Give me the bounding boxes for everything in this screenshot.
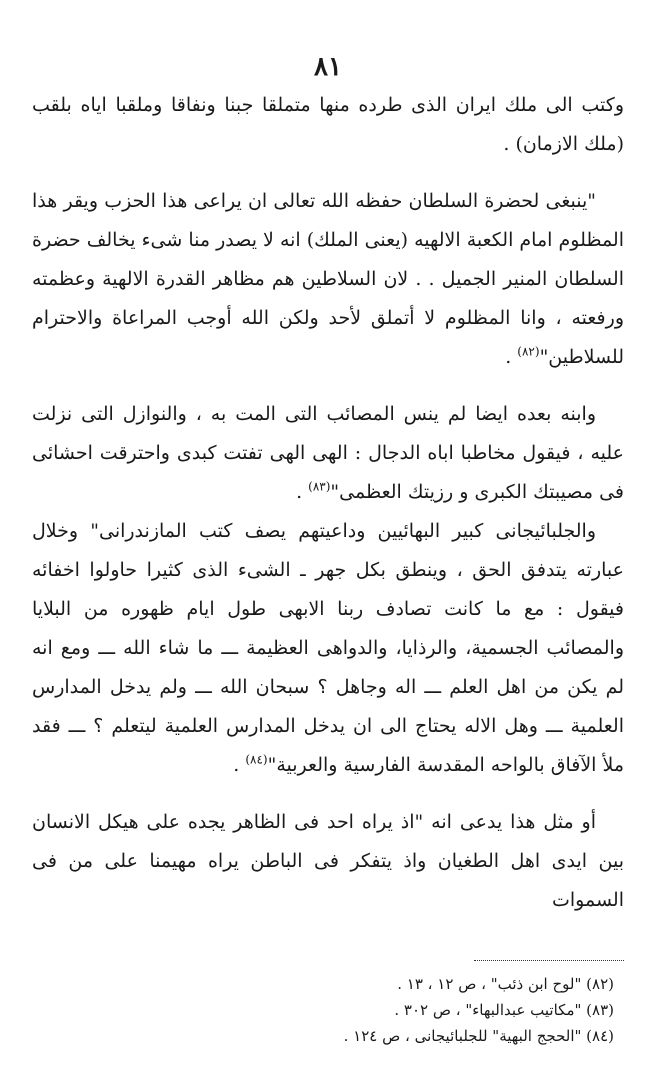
paragraph-2-text: "ينبغى لحضرة السلطان حفظه الله تعالى ان يراعى هذا الحزب ويقر هذا المظلوم امام الكعبة الالهيه (يعنى الملك) انه لا يصدر منا شىء يخالف حضرة السلطان المنير الجميل . . لان السلاطين هم مظاهر القدرة الالهية وعظمته ورفعته ، وانا المظلوم لا أتملق لأحد ولكن الله أوجب المراعاة والاحترام للسلاطين" xyxy=(32,190,624,368)
paragraph-5 xyxy=(32,803,624,920)
paragraph-gap xyxy=(32,377,624,395)
paragraph-4 xyxy=(32,512,624,785)
document-page xyxy=(32,52,624,1062)
paragraph-1 xyxy=(32,86,624,164)
paragraph-3-tail: . xyxy=(296,481,309,503)
paragraph-5-text: أو مثل هذا يدعى انه "اذ يراه احد فى الظاهر يجده على هيكل الانسان بين ايدى اهل الطغيان واذ يتفكر فى الباطن يراه مهيمنا على من فى السموات xyxy=(32,811,624,911)
page-number: ٨١ xyxy=(314,52,342,82)
paragraph-3 xyxy=(32,395,624,512)
paragraph-4-text: والجلبائيجانى كبير البهائيين وداعيتهم يصف كتب المازندرانى" وخلال عبارته يتدفق الحق ، وينطق بكل جهر ـ الشىء الذى كثيرا حاولوا اخفائه فيقول : مع ما كانت تصادف ربنا الابهى طول ايام ظهوره من البلايا والمصائب الجسمية، والرذايا، والدواهى العظيمة ـــ ما شاء الله ـــ ومع انه لم يكن من اهل العلم ـــ اله وجاهل ؟ سبحان الله ـــ ولم يدخل المدارس العلمية ـــ وهل الاله يحتاج الى ان يدخل المدارس العلمية ليتعلم ؟ ـــ فقد ملأ الآفاق بالواحه المقدسة الفارسية والعربية" xyxy=(32,520,624,776)
footnote-82: (٨٢) "لوح ابن ذئب" ، ص ١٢ ، ١٣ . xyxy=(397,975,614,993)
footnote-ref-82: (٨٢) xyxy=(517,344,540,359)
paragraph-2-quote xyxy=(32,182,624,377)
paragraph-3-text: وابنه بعده ايضا لم ينس المصائب التى المت به ، والنوازل التى نزلت عليه ، فيقول مخاطبا اباه الدجال : الهى الهى تفتت كبدى واحترقت احشائى فى مصيبتك الكبرى و رزيتك العظمى" xyxy=(32,403,624,503)
footnote-divider xyxy=(474,960,624,961)
footnotes xyxy=(32,971,614,1049)
paragraph-gap xyxy=(32,785,624,803)
footnote-ref-84: (٨٤) xyxy=(245,752,268,767)
paragraph-gap xyxy=(32,164,624,182)
paragraph-2-tail: . xyxy=(505,346,518,368)
paragraph-4-tail: . xyxy=(233,754,246,776)
footnote-84: (٨٤) "الحجج البهية" للجلبائيجانى ، ص ١٢٤ . xyxy=(343,1027,614,1045)
footnote-ref-83: (٨٣) xyxy=(308,479,331,494)
paragraph-1-text: وكتب الى ملك ايران الذى طرده منها متملقا جبنا ونفاقا وملقبا اياه بلقب (ملك الازمان) . xyxy=(32,94,624,155)
footnote-83: (٨٣) "مكاتيب عبدالبهاء" ، ص ٣٠٢ . xyxy=(394,1001,614,1019)
